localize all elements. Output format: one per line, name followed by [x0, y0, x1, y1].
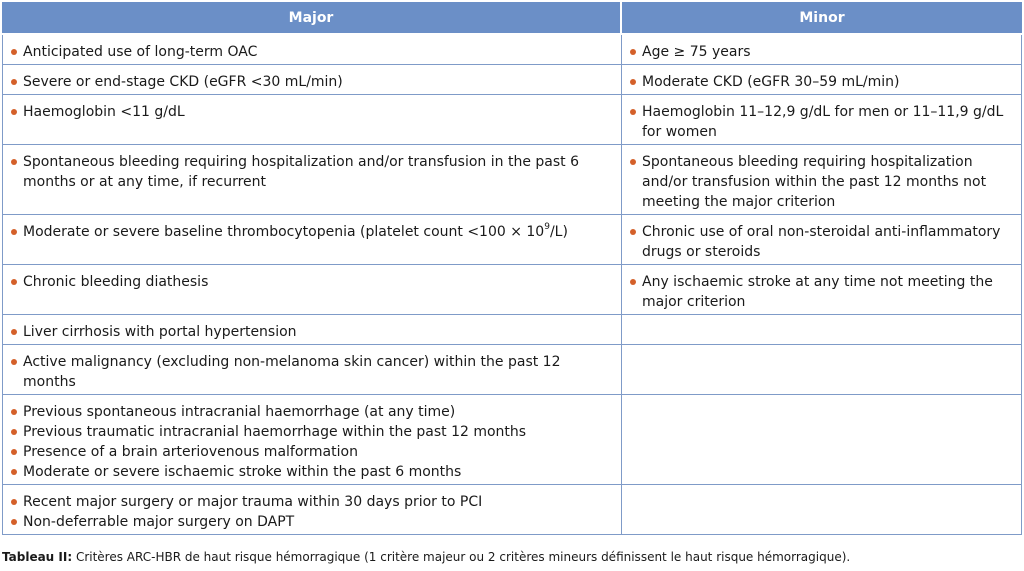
list-item: Presence of a brain arteriovenous malformation: [11, 442, 613, 462]
bullet-icon: [11, 429, 17, 435]
minor-cell: [622, 315, 1022, 345]
table-row: [2, 35, 1022, 65]
bullet-icon: [11, 159, 17, 165]
major-cell: [2, 345, 622, 395]
bullet-icon: [11, 449, 17, 455]
bullet-icon: [630, 159, 636, 165]
table-row: [2, 215, 1022, 265]
table-row: [2, 65, 1022, 95]
bullet-icon: [11, 359, 17, 365]
list-item: Anticipated use of long-term OAC: [11, 42, 613, 62]
table-caption: [2, 550, 850, 564]
list-item: Moderate or severe baseline thrombocytopenia (platelet count $<100 \times 10^9/L$): [11, 222, 613, 242]
major-cell: [2, 95, 622, 145]
list-item: Haemoglobin 11–12,9 g/dL for men or 11–11,9 g/dL for women: [630, 102, 1013, 142]
major-cell: [2, 265, 622, 315]
bullet-icon: [11, 279, 17, 285]
list-item: Recent major surgery or major trauma within 30 days prior to PCI: [11, 492, 613, 512]
list-item: Spontaneous bleeding requiring hospitalization and/or transfusion within the past 12 months not meeting the major criterion: [630, 152, 1013, 212]
table-row: [2, 395, 1022, 485]
bullet-icon: [11, 329, 17, 335]
major-cell: [2, 215, 622, 265]
bullet-icon: [11, 519, 17, 525]
bullet-icon: [11, 109, 17, 115]
minor-cell: [622, 265, 1022, 315]
list-item: Previous traumatic intracranial haemorrhage within the past 12 months: [11, 422, 613, 442]
list-item: Any ischaemic stroke at any time not meeting the major criterion: [630, 272, 1013, 312]
bullet-icon: [11, 469, 17, 475]
list-item: Active malignancy (excluding non-melanoma skin cancer) within the past 12 months: [11, 352, 613, 392]
bullet-icon: [11, 409, 17, 415]
list-item: Liver cirrhosis with portal hypertension: [11, 322, 613, 342]
minor-cell: [622, 395, 1022, 485]
bullet-icon: [630, 229, 636, 235]
criteria-table: [2, 2, 1022, 535]
list-item: Chronic bleeding diathesis: [11, 272, 613, 292]
bullet-icon: [630, 79, 636, 85]
minor-cell: [622, 485, 1022, 535]
table-row: [2, 145, 1022, 215]
bullet-icon: [11, 229, 17, 235]
major-cell: [2, 35, 622, 65]
bullet-icon: [11, 49, 17, 55]
list-item: Age ≥ 75 years: [630, 42, 1013, 62]
header-major: Major: [2, 2, 622, 33]
caption-label: Tableau II:: [2, 550, 73, 564]
table-row: [2, 345, 1022, 395]
exponent: 9: [544, 222, 550, 233]
list-item: Moderate CKD (eGFR 30–59 mL/min): [630, 72, 1013, 92]
table-row: [2, 95, 1022, 145]
bullet-icon: [630, 49, 636, 55]
header-minor: Minor: [799, 9, 845, 26]
minor-cell: [622, 35, 1022, 65]
list-item: Moderate or severe ischaemic stroke within the past 6 months: [11, 462, 613, 482]
bullet-icon: [630, 279, 636, 285]
major-cell: [2, 485, 622, 535]
list-item: Chronic use of oral non-steroidal anti-inflammatory drugs or steroids: [630, 222, 1013, 262]
caption-text: Critères ARC-HBR de haut risque hémorragique (1 critère majeur ou 2 critères mineurs définissent le haut risque hémorragique).: [72, 550, 851, 564]
list-item: Severe or end-stage CKD (eGFR <30 mL/min): [11, 72, 613, 92]
minor-cell: [622, 145, 1022, 215]
table-header: [2, 2, 1022, 35]
minor-cell: [622, 345, 1022, 395]
table-row: [2, 315, 1022, 345]
major-cell: [2, 65, 622, 95]
list-item: Non-deferrable major surgery on DAPT: [11, 512, 613, 532]
minor-cell: [622, 65, 1022, 95]
table-row: [2, 265, 1022, 315]
major-cell: [2, 395, 622, 485]
list-item: Haemoglobin <11 g/dL: [11, 102, 613, 122]
major-cell: [2, 315, 622, 345]
list-item: Spontaneous bleeding requiring hospitalization and/or transfusion in the past 6 months or at any time, if recurrent: [11, 152, 613, 192]
bullet-icon: [11, 79, 17, 85]
table-row: [2, 485, 1022, 535]
major-cell: [2, 145, 622, 215]
list-item: Previous spontaneous intracranial haemorrhage (at any time): [11, 402, 613, 422]
bullet-icon: [11, 499, 17, 505]
minor-cell: [622, 95, 1022, 145]
minor-cell: [622, 215, 1022, 265]
bullet-icon: [630, 109, 636, 115]
